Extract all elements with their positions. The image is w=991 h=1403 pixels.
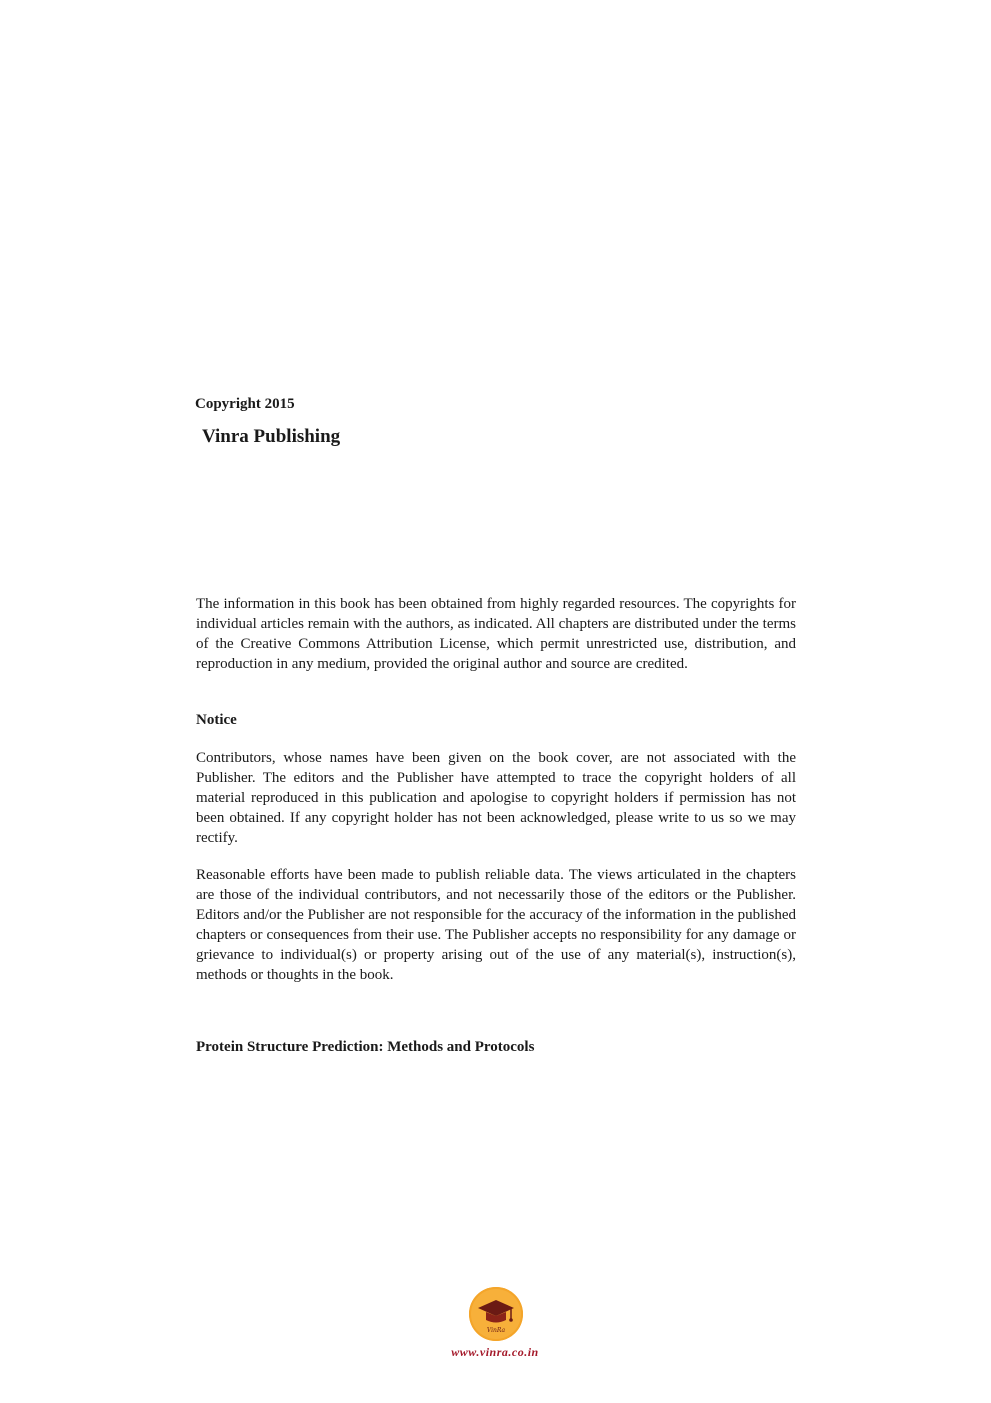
notice-heading: Notice: [196, 712, 237, 728]
contributors-paragraph: Contributors, whose names have been given on the book cover, are not associated with the Publisher. The editors and the Publisher have attempted to trace the copyright holders of all material reproduced in this publication and apologise to copyright holders if permission has not been obtained. If any copyright holder has not been acknowledged, please write to us so we may rectify.: [196, 750, 796, 846]
graduation-cap-icon: [469, 1287, 523, 1341]
book-title: Protein Structure Prediction: Methods and Protocols: [196, 1039, 535, 1055]
disclaimer-paragraph: Reasonable efforts have been made to publish reliable data. The views articulated in the chapters are those of the individual contributors, and not necessarily those of the editors or the Publisher. Editors and/or the Publisher are not responsible for the accuracy of the information in the published chapters or consequences from their use. The Publisher accepts no responsibility for any damage or grievance to individual(s) or property arising out of the use of any material(s), instruction(s), methods or thoughts in the book.: [196, 867, 796, 983]
publisher-logo: [469, 1287, 523, 1341]
website-link[interactable]: www.vinra.co.in: [451, 1345, 539, 1359]
publisher-name: Vinra Publishing: [202, 426, 341, 447]
rights-paragraph: The information in this book has been obtained from highly regarded resources. The copyrights for individual articles remain with the authors, as indicated. All chapters are distributed under the terms of the Creative Commons Attribution License, which permit unrestricted use, distribution, and reproduction in any medium, provided the original author and source are credited.: [196, 596, 796, 672]
copyright-line: Copyright 2015: [195, 396, 295, 412]
logo-text: VinRa: [486, 1327, 506, 1334]
